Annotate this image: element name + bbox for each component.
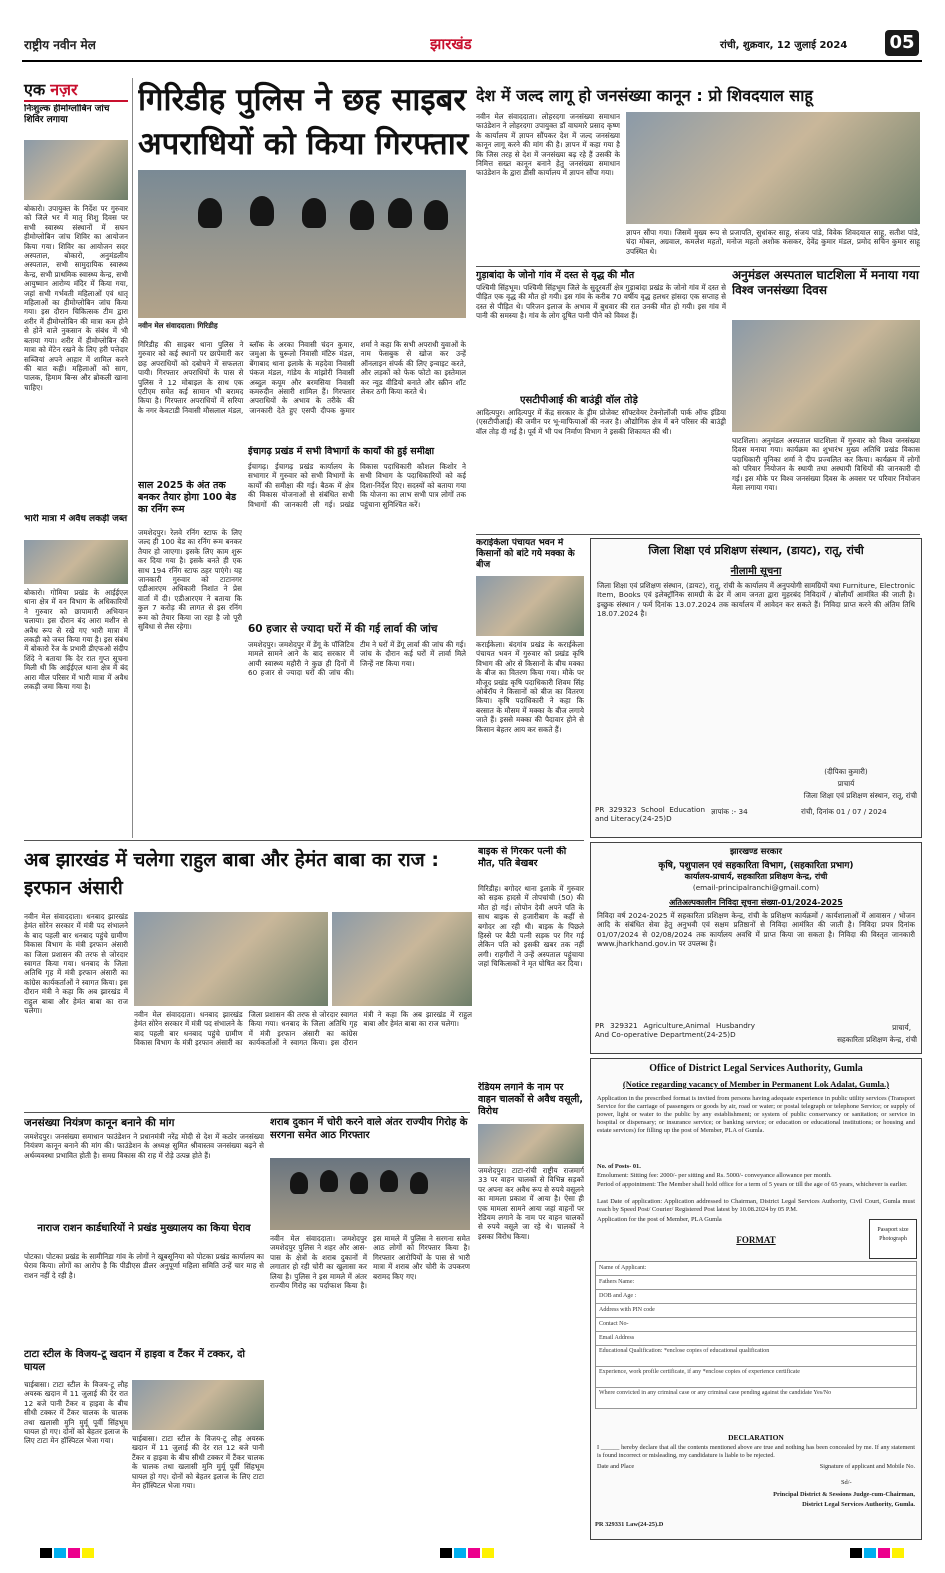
ghatshila-photo (732, 320, 920, 432)
dysentery-body: पश्चिमी सिंहभूम। पश्चिमी सिंहभूम जिले के सुदूरवर्ती क्षेत्र गुड़ाबांदा प्रखंड के जोनो गांव में दस्त से पीड़ित एक वृद्ध की मौत हो गयी। इस गांव के करीब 70 वर्षीय वृद्ध हलधर हांसदा एक सप्ताह से दस्त से पीड़ित थे। परिजन इलाज के अभाव में बुधवार की रात उनकी मौत हो गयी। इस गांव में पानी की समस्या है। गांव के लोग दूषित पानी पीने को विवश हैं। (476, 283, 726, 321)
legal-decl-text: I ______ hereby declare that all the contents mentioned above are true and nothing has been concealed by me. If any statement is found incorrect or misleading, my candidature is liable to be rejected. (597, 1444, 915, 1459)
form-row-conviction[interactable]: Where convicted in any criminal case or any criminal case pending against the candidate Yes/No (596, 1388, 916, 1409)
maize-photo (476, 576, 584, 636)
diet-subtitle: नीलामी सूचना (730, 566, 782, 577)
form-row-education[interactable]: Educational Qualification: *enclose copies of educational qualification (596, 1346, 916, 1367)
diet-sign-role: प्राचार्य (837, 779, 855, 788)
registration-swatch (40, 1548, 52, 1558)
agri-l3: कार्यालय-प्राचार्य, सहकारिता प्रशिक्षण केन्द्र, रांची (684, 872, 828, 881)
population-photo (626, 112, 920, 224)
diet-pr-no: PR 329323 School Education and Literacy(24-25)D (595, 805, 705, 824)
legal-last-date: Last Date of application: Application addressed to Chairman, District Legal Services Authority, Civil Court, Gumla must reach by Speed Post/ Courier/ Registered Post latest by 10.08.2024 by 05 P.M. (597, 1198, 915, 1213)
lead-dateline: नवीन मेल संवाददाता। गिरिडीह (138, 321, 218, 330)
agri-sign-org: सहकारिता प्रशिक्षण केन्द्र, रांची (837, 1035, 917, 1044)
legal-form-table (595, 1261, 917, 1409)
larva-body: जमशेदपुर। जमशेदपुर में डेंगू के पॉजिटिव मामले सामने आने के बाद सरकार में आयी स्वास्थ्य महौरी ने कुछ ही दिनों में 60 हजार से ज्यादा घरों की जांच की। टीम ने घरों में डेंगू लार्वा की जांच की गई। जांच के दौरान कई घरों में लार्वा मिले जिन्हें नष्ट किया गया। (248, 640, 466, 678)
legal-date-place: Date and Place (597, 1463, 635, 1470)
registration-swatch (68, 1548, 80, 1558)
lead-photo (138, 170, 466, 318)
diet-memo-date: रांची, दिनांक 01 / 07 / 2024 (801, 807, 887, 816)
stpi-headline: एसटीपीआई की बाउंड्री वॉल तोड़े (520, 395, 638, 406)
legal-vacancy-notice (590, 1058, 922, 1540)
law-demand-headline: जनसंख्या नियंत्रण कानून बनाने की मांग (24, 1117, 175, 1129)
diet-sign-name: (दीपिका कुमारी) (824, 767, 868, 776)
population-headline: देश में जल्द लागू हो जनसंख्या कानून : प्रो शिवदयाल साहू (476, 86, 813, 105)
form-row-address[interactable]: Address with PIN code (596, 1304, 916, 1318)
legal-sign2: District Legal Services Authority, Gumla. (802, 1501, 915, 1508)
diet-memo: ज्ञापांक :- 34 (711, 807, 748, 816)
larva-headline: 60 हजार से ज्यादा घरों में की गई लार्वा की जांच (248, 623, 438, 635)
bike-body: गिरिडीह। बगोदर थाना इलाके में गुरुवार को सड़क हादसे में तोपचांची (50) की मौत हो गई। लोपोन देवी अपने पति के साथ बाइक से हजारीबाग के कहीं से बगोदर आ रही थी। बाइक के पिछले हिस्से पर बैठी पत्नी सड़क पर गिर गई लेकिन पति को इसकी खबर तक नहीं लगी। राहगीरों ने उन्हें अस्पताल पहुंचाया जहां चिकित्सकों ने मृत घोषित कर दिया। (478, 884, 584, 969)
page-number: 05 (885, 30, 919, 56)
ration-headline: नाराज राशन कार्डधारियों ने प्रखंड मुख्यालय का किया घेराव (37, 1223, 251, 1234)
theft-photo (270, 1158, 470, 1230)
ek-nazar-item2-body: बोकारो। गोमिया प्रखंड के आईईएल थाना क्षेत्र में वन विभाग के अधिकारियों ने गुरुवार को छापामारी अभियान चलाया। इस दौरान बंद आरा मशीन से अवैध रूप से रखे गए भारी मात्रा में लकड़ी को जब्त किया गया है। इस संबंध में बोकारो रेंज के प्रभारी डीएफओ संदीप शिंदे ने बताया कि देर रात गुप्त सूचना मिली थी कि आईईएल थाना क्षेत्र में बंद आरा मील परिसर में भारी मात्रा में अवैध लकड़ी जमा किया गया है। (24, 588, 128, 692)
ek-nazar-item1-title: निःशुल्क हीमोग्लोबिन जांच शिविर लगाया (24, 104, 110, 125)
ghatshila-body: घाटशिला। अनुमंडल अस्पताल घाटशिला में गुरुवार को विश्व जनसंख्या दिवस मनाया गया। कार्यक्रम का शुभारंभ मुख्य अतिथि प्रखंड विकास पदाधिकारी यूनिका शर्मा ने दीप प्रज्वलित कर किया। कार्यक्रम में लोगों को परिवार नियोजन के स्थायी तथा अस्थायी विधियों की जानकारी दी गई। इस मौके पर विश्व जनसंख्या दिवस के अवसर पर परिवार नियोजन मेला लगाया गया। (732, 436, 920, 493)
agri-l2: कृषि, पशुपालन एवं सहकारिता विभाग, (सहकारिता प्रभाग) (658, 861, 854, 871)
legal-signature: Signature of applicant and Mobile No. (819, 1463, 915, 1470)
registration-swatch (864, 1548, 876, 1558)
population-caption: ज्ञापन सौंपा गया। जिसमें मुख्य रूप से प्रजापति, सुधांकर साहू, संजय पांडे, विवेक शिवदयाल साहू, सतीश पांडे, चंदा मोबल, अग्रवाल, कमलेश महतो, मनोज महतो अशोक कसकर, देवेंद्र कुमार मंडल, प्रमोद सचिन कुमार साहू उपस्थित थे। (626, 228, 920, 256)
registration-swatch (482, 1548, 494, 1558)
ek-nazar-item1-body: बोकारो। उपायुक्त के निर्देश पर गुरुवार को जिले भर में मातृ शिशु दिवस पर सभी स्वास्थ्य संस्थानों में सघन हीमोग्लोबिन जांच शिविर का आयोजन किया गया। शिविर का आयोजन सदर अस्पताल, बोकारो, अनुमंडलीय अस्पताल, सभी सामुदायिक स्वास्थ्य केन्द्र, सभी प्राथमिक स्वास्थ्य केन्द्र, सभी आयुष्मान आरोग्य मंदिर में किया गया, जहां सभी गर्भवती महिलाओं एवं धातृ महिलाओं का हीमोग्लोबिन जांच किया गया। इस दौरान चिकित्सक टीम द्वारा शरीर में हीमोग्लोबिन की मात्रा कम होने से होने वाले नुकसान के संबंध में भी बताया गया। शरीर में हीमोग्लोबिन की मात्रा को मेंटेन रखने के लिए हरी पत्तेदार सब्जियां अपने आहार में शामिल करने की बात कही। महिलाओं को साग, पालक, हिमाम बिन्स और ब्रोकली खाना चाहिए। (24, 204, 128, 392)
diet-body: जिला शिक्षा एवं प्रशिक्षण संस्थान, (डायट), रातू, रांची के कार्यालय में अनुपयोगी सामग्रियों यथा Furniture, Electronic Item, Books एवं इलेक्ट्रॉनिक सामग्री के ढेर में आम जनता द्वारा मुहरबंद निविदायें / बोलीयाँ आमंत्रित की जाती है। इच्छुक संस्थान / फर्म दिनांक 13.07.2024 तक कार्यालय में आवेदन कर सकते हैं। निविदा प्राप्त करने की अंतिम तिथि 18.07.2024 है। (597, 581, 915, 619)
legal-photo-box (869, 1219, 917, 1259)
maize-body: कराईकेला। बंदगांव प्रखंड के कराईकेला पंचायत भवन में गुरुवार को प्रखंड कृषि विभाग की ओर से किसानों के बीच मक्का के बीज का वितरण किया गया। मौके पर मौजूद प्रखंड कृषि पदाधिकारी शिवम सिंह ओबेरॉय ने किसानों को बीज का वितरण किया। कृषि पदाधिकारी ने कहा कि बरसात के मौसम में मक्का के बीज लगाये जाते हैं। इससे मक्का की पैदावार होने से किसान बेहतर आय कर सकते हैं। (476, 640, 584, 734)
ipd-headline: ईचागढ़ प्रखंड में सभी विभागों के कार्यों की हुई समीक्षा (248, 446, 435, 457)
registration-swatch (850, 1548, 862, 1558)
hemoglobin-camp-photo (24, 140, 128, 200)
agri-sign: प्राचार्य, (892, 1023, 911, 1032)
diet-sign-org: जिला शिक्षा एवं प्रशिक्षण संस्थान, रातू, रांची (803, 791, 917, 800)
form-row-email[interactable]: Email Address (596, 1332, 916, 1346)
agri-pr-no: PR 329321 Agriculture,Animal Husbandry And Co-operative Department(24-25)D (595, 1021, 755, 1040)
irfan-headline: अब झारखंड में चलेगा राहुल बाबा और हेमंत बाबा का राज : इरफान अंसारी (24, 849, 439, 899)
ek-nazar-label-b: नज़र (50, 80, 78, 99)
agri-tender-notice (590, 842, 922, 1054)
tata-body: चाईबासा। टाटा स्टील के विजय-टू लौह अयस्क खदान में 11 जुलाई की देर रात 12 बजे पानी टैंकर व हाइवा के बीच सीधी टक्कर में टैंकर चालक के चालक तथा खलासी मुनि मुर्मू पूर्वी सिंहभूम घायल हो गए। दोनों को बेहतर इलाज के लिए टाटा मेन हॉस्पिटल भेजा गया। (24, 1380, 128, 1446)
section-title: झारखंड (430, 35, 472, 53)
irfan-body: नवीन मेल संवाददाता। धनबाद झारखंड हेमंत सोरेन सरकार में मंत्री पद संभालने के बाद पहली बार धनबाद पहुंचे ग्रामीण विकास विभाग के मंत्री इरफान अंसारी का जिला प्रशासन की तरफ से जोरदार स्वागत किया गया। धनबाद के जिला अतिथि गृह में मंत्री इरफान अंसारी का कांग्रेस कार्यकर्ताओं ने स्वागत किया। इस दौरान मंत्री ने कहा कि अब झारखंड में राहुल बाबा और हेमंत बाबा का राज चलेगा। (24, 912, 128, 1016)
diet-auction-notice (590, 538, 922, 838)
form-row-father[interactable]: Fathers Name: (596, 1276, 916, 1290)
legal-notice: (Notice regarding vacancy of Member in Permanent Lok Adalat, Gumla.) (622, 1079, 890, 1089)
lead-headline: गिरिडीह पुलिस ने छह साइबर अपराधियों को किया गिरफ्तार (138, 82, 469, 162)
legal-posts: No. of Posts- 01. (597, 1163, 641, 1170)
registration-swatch (892, 1548, 904, 1558)
registration-swatch (440, 1548, 452, 1558)
rail-headline: साल 2025 के अंत तक बनकर तैयार होगा 100 बेड का रनिंग रूम (138, 480, 237, 515)
ghatshila-headline: अनुमंडल अस्पताल घाटशिला में मनाया गया विश्व जनसंख्या दिवस (732, 268, 919, 297)
registration-swatch (82, 1548, 94, 1558)
dysentery-headline: गुड़ाबांदा के जोनो गांव में दस्त से वृद्ध की मौत (476, 270, 635, 281)
ek-nazar-label (24, 78, 128, 102)
agri-l1: झारखण्ड सरकार (729, 847, 783, 857)
bike-headline: बाइक से गिरकर पत्नी की मौत, पति बेखबर (478, 846, 567, 869)
rail-body: जमशेदपुर। रेलवे रनिंग स्टाफ के लिए जल्द ही 100 बेड का रनिंग रूम बनकर तैयार हो जाएगा। इसके लिए काम शुरू कर दिया गया है। इसके बनते ही एक साथ 194 रनिंग स्टाफ ठहर पाएंगे। यह जानकारी गुरुवार को टाटानगर एडीआरएम अधिकारी निशांत ने प्रेस वार्ता में दी। एडीआरएम ने बताया कि कुल 7 करोड़ की लागत से इस रनिंग रूम को तैयार किया जा रहा है जो पूरी सुविधा से लैस रहेगा। (138, 528, 242, 632)
irfan-photo (134, 912, 328, 1006)
legal-photo-label: Passport size Photograph (877, 1227, 909, 1242)
legal-format: FORMAT (736, 1235, 776, 1245)
lead-body: गिरिडीह की साइबर थाना पुलिस ने गुरुवार को कई स्थानों पर छापेमारी कर छह अपराधियों को दबोचने में सफलता पायी। गिरफ्तार अपराधियों के पास से पुलिस ने 12 मोबाइल के साथ एक एटीएम समेत कई सामान भी बरामद किया है। गिरफ्तार अपराधियों में सरिया के नगर केवटाडी निवासी मौसलाल मंडल, ब्लॉक के अरका निवासी चंदन कुमार, जमुआ के चुरूलो निवासी मंटिरु मंडल, बेंगाबाद थाना इलाके के महदेवा निवासी पंकज मंडल, गांडेय के मांझोरी निवासी अब्दुल कयूम और बरमसिया निवासी कमरुदीन अंसारी शामिल हैं। गिरफ्तार अपराधियों के अभाव के तरीके की जानकारी देते हुए एसपी दीपक कुमार शर्मा ने कहा कि सभी अपराधी युवाओं के नाम फेसबुक से खोज कर उन्हें ऑनलाइन संपर्क की लिए इन्वाइट करते, और लड़कों को फेक फोटो का इस्तेमाल कर न्यूड वीडियो बनाते और स्क्रीन शॉट लेकर ठगी किया करते थे। (138, 340, 466, 415)
tata-body-2: चाईबासा। टाटा स्टील के विजय-टू लौह अयस्क खदान में 11 जुलाई की देर रात 12 बजे पानी टैंकर व हाइवा के बीच सीधी टक्कर में टैंकर चालक के चालक तथा खलासी मुनि मुर्मू पूर्वी सिंहभूम घायल हो गए। दोनों को बेहतर इलाज के लिए टाटा मेन हॉस्पिटल भेजा गया। (132, 1434, 264, 1491)
radium-photo (478, 1124, 584, 1164)
diet-title: जिला शिक्षा एवं प्रशिक्षण संस्थान, (डायट), रातू, रांची (648, 544, 864, 557)
stpi-body: आदित्यपुर। आदित्यपुर में केंद्र सरकार के ड्रीम प्रोजेक्ट सॉफ्टवेयर टेक्नोलॉजी पार्क ऑफ इंडिया (एसटीपीआई) की जमीन पर भू-माफियाओं की नजर है। औद्योगिक क्षेत्र में बने परिसर की बाउंड्री वॉल तोड़ दी गई है। पूर्व में भी पथ निर्माण विभाग ने इसकी शिकायत की थी। (476, 408, 726, 436)
legal-office: Office of District Legal Services Authority, Gumla (649, 1063, 863, 1074)
registration-swatch (54, 1548, 66, 1558)
registration-swatch (454, 1548, 466, 1558)
form-row-experience[interactable]: Experience, work profile certificate, if any *enclose copies of experience certificate (596, 1367, 916, 1388)
wood-seizure-photo (24, 540, 128, 584)
maize-headline: कराईकेला पंचायत भवन में किसानों को बांटे गये मक्का के बीज (476, 538, 575, 570)
legal-body: Application in the prescribed format is invited from persons having adequate experience in public utility services (Transport Service for the carriage of passengers or goods by air, road or water; or postal telegraph or telephone Service; or supply of power, light or water to the public by any establishment; or system of public conservancy or sanitation; or service in hospital or dispensary; or insurance service; or banking service; or education or educational institutions; or housing and estate services) for filling up the post of Member, PLA of Gumla. (597, 1095, 915, 1134)
legal-app-for: Application for the post of Member, PLA Gumla (597, 1216, 722, 1223)
ipd-body: ईचागढ़। ईचागढ़ प्रखंड कार्यालय के सभागार में गुरुवार को सभी विभागों के कार्यों की समीक्षा की गई। बैठक में क्षेत्र की विकास योजनाओं से संबंधित सभी विभागों की जानकारी ली गई। प्रखंड विकास पदाधिकारी कौशल किशोर ने सभी विभाग के पदाधिकारियों को कई दिशा-निर्देश दिए। सदस्यों को बताया गया कि योजना का लाभ सभी पात्र लोगों तक पहुंचाना सुनिश्चित करें। (248, 462, 466, 509)
agri-body: निविदा वर्ष 2024-2025 में सहकारिता प्रशिक्षण केन्द्र, रांची के प्रशिक्षण कार्यक्रमों / कार्यशालाओं में आवासन / भोजन आदि के संबंधित सेवा हेतु अनुभवी एवं सक्षम प्रतिष्ठानों से निविदा आमंत्रित की जाती है। निविदा प्रपत्र दिनांक 01/07/2024 से 02/08/2024 तक कार्यालय अवधि में प्राप्त किया जा सकता है। निविदा की विस्तृत जानकारी www.jharkhand.gov.in पर उपलब्ध है। (597, 911, 915, 949)
legal-sd: Sd/- (841, 1479, 852, 1486)
population-body: नवीन मेल संवाददाता। लोहरदगा जनसंख्या समाधान फाउंडेशन ने लोहरदगा उपायुक्त डॉ वाघमारे प्रसाद कृष्ण के कार्यालय में ज्ञापन सौंपकर देश में जल्द जनसंख्या कानून लागू करने की मांग की है। ज्ञापन में कहा गया है कि जिस तरह से देश में जनसंख्या बढ़ रहे हैं उसकी के निमित्त सख्त कानून बनाने हेतु जनसंख्या समाधान फाउंडेशन के द्वारा डीसी कार्यालय में ज्ञापन सौंपा गया। (476, 112, 620, 178)
tata-photo (132, 1380, 264, 1430)
radium-body: जमशेदपुर। टाटा-रांची राष्ट्रीय राजमार्ग 33 पर वाहन चालकों से विभिन्न सड़कों पर अपना कर अवैध रूप से रुपये वसूलने का मामला प्रकाश में आया है। ऐसा ही एक मामला सामने आया जहां वाहनों पर रेडियम लगाने के नाम पर वाहन चालकों से रुपये वसूले जा रहे थे। चालकों ने इसका विरोध किया। (478, 1166, 584, 1241)
ration-body: पोटका। पोटका प्रखंड के सामीनिडा गांव के लोगों ने खूबसूनिया को पोटका प्रखंड कार्यालय का घेराव किया। लोगों का आरोप है कि पीडीएस डीलर अनुपूर्णा महिला समिति उन्हें चार माह से राशन नहीं दे रही है। (24, 1252, 264, 1280)
legal-declaration: DECLARATION (728, 1433, 784, 1442)
agri-l4: (email-principalranchi@gmail.com) (692, 883, 820, 892)
theft-body: नवीन मेल संवाददाता। जमशेदपुर जमशेदपुर पुलिस ने शहर और आस-पास के क्षेत्रों के शराब दुकानों में लगातार हो रही चोरी का खुलासा कर लिया है। पुलिस ने इस मामले में अंतर राज्यीय गिरोह का पर्दाफाश किया है। इस मामले में पुलिस ने सरगना समेत आठ लोगों को गिरफ्तार किया है। गिरफ्तार आरोपियों के पास से भारी मात्रा में शराब और चोरी के उपकरण बरामद किए गए। (270, 1234, 470, 1291)
legal-period: Period of appointment: The Member shall hold office for a term of 5 years or till the age of 65 years, whichever is earlier. (597, 1181, 908, 1188)
ek-nazar-label-a: एक (24, 80, 46, 99)
law-demand-body: जमशेदपुर। जनसंख्या समाधान फाउंडेशन ने प्रधानमंत्री नरेंद्र मोदी से देश में कठोर जनसंख्या नियंत्रण कानून बनाने की मांग की। फाउंडेशन के अध्यक्ष सुमित श्रीवास्तव जनसंख्या बढ़ने से अर्थव्यवस्था प्रभावित होती है। समग्र विकास की राह में रोड़े उत्पन्न होते हैं। (24, 1132, 264, 1160)
irfan-body-2: नवीन मेल संवाददाता। धनबाद झारखंड हेमंत सोरेन सरकार में मंत्री पद संभालने के बाद पहली बार धनबाद पहुंचे ग्रामीण विकास विभाग के मंत्री इरफान अंसारी का जिला प्रशासन की तरफ से जोरदार स्वागत किया गया। धनबाद के जिला अतिथि गृह में मंत्री इरफान अंसारी का कांग्रेस कार्यकर्ताओं ने स्वागत किया। इस दौरान मंत्री ने कहा कि अब झारखंड में राहुल बाबा और हेमंत बाबा का राज चलेगा। (134, 1010, 472, 1048)
tata-headline: टाटा स्टील के विजय-टू खदान में हाइवा व टैंकर में टक्कर, दो घायल (24, 1349, 245, 1373)
ek-nazar-item2-title: भारी मात्रा में अवैध लकड़ी जब्त (24, 514, 128, 524)
form-row-contact[interactable]: Contact No- (596, 1318, 916, 1332)
legal-pr-no: PR 329331 Law(24-25).D (595, 1521, 664, 1528)
form-row-dob[interactable]: DOB and Age : (596, 1290, 916, 1304)
irfan-photo-2 (332, 912, 472, 1006)
registration-swatch (878, 1548, 890, 1558)
theft-headline: शराब दुकान में चोरी करने वाले अंतर राज्यीय गिरोह के सरगना समेत आठ गिरफ्तार (270, 1117, 468, 1141)
radium-headline: रेडियम लगाने के नाम पर वाहन चालकों से अवैध वसूली, विरोध (478, 1082, 583, 1117)
registration-swatch (468, 1548, 480, 1558)
legal-sign1: Principal District & Sessions Judge-cum-Chairman, (773, 1491, 915, 1498)
form-row-name[interactable]: Name of Applicant: (596, 1262, 916, 1276)
agri-title: अतिअल्पकालीन निविदा सूचना संख्या-01/2024-2025 (669, 898, 843, 907)
masthead: राष्ट्रीय नवीन मेल (24, 38, 96, 52)
issue-date: रांची, शुक्रवार, 12 जुलाई 2024 (720, 40, 848, 51)
legal-emolument: Emolument: Sitting fee: 2000/- per sitting and Rs. 5000/- conveyance allowance per month. (597, 1172, 832, 1179)
